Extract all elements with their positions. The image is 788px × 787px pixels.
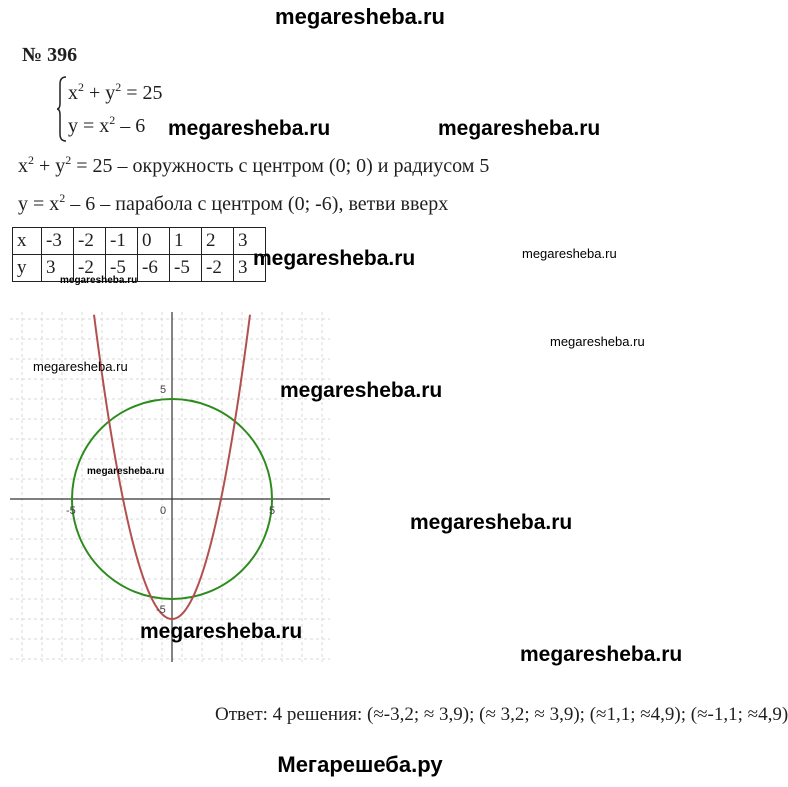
watermark: megaresheba.ru: [87, 466, 165, 477]
table-row-x: [13, 228, 266, 255]
table-cell: -6: [138, 255, 170, 282]
table-cell: -5: [170, 255, 202, 282]
watermark: megaresheba.ru: [168, 117, 331, 140]
answer-text: Ответ: 4 решения: (≈-3,2; ≈ 3,9); (≈ 3,2; ≈ 3,9); (≈1,1; ≈4,9); (≈-1,1; ≈4,9): [215, 704, 788, 725]
x-tick-label: -5: [66, 505, 76, 517]
values-table: [12, 227, 266, 282]
task-number: № 396: [22, 44, 78, 66]
table-cell: 3: [234, 255, 266, 282]
y-tick-label: -5: [156, 604, 166, 616]
table-cell: 3: [234, 228, 266, 255]
table-cell: -2: [202, 255, 234, 282]
table-row-y: [13, 255, 266, 282]
table-cell: 2: [202, 228, 234, 255]
watermark: megaresheba.ru: [60, 275, 138, 286]
table-x-label: x: [13, 228, 42, 255]
system-equation-2: $y = x^2 - 6$: [68, 113, 146, 137]
circle-description: $x^2 + y^2 = 25$ – окружность с центром (0; 0) и радиусом 5: [18, 153, 490, 177]
table-cell: 1: [170, 228, 202, 255]
table-cell: -5: [106, 255, 138, 282]
watermark: megaresheba.ru: [140, 620, 303, 643]
system-brace: [56, 76, 68, 142]
site-title: megaresheba.ru: [275, 4, 445, 29]
table-cell: 3: [42, 255, 74, 282]
x-tick-label: 5: [269, 505, 276, 517]
table-cell: -1: [106, 228, 138, 255]
watermark: megaresheba.ru: [438, 117, 601, 140]
site-footer-title: Мегарешеба.ру: [277, 752, 443, 777]
origin-label: 0: [160, 505, 167, 517]
y-tick-label: 5: [160, 384, 167, 396]
system-equation-1: $x^2 + y^2 = 25$: [68, 80, 163, 104]
watermark: megaresheba.ru: [410, 511, 573, 534]
table-cell: -2: [74, 255, 106, 282]
table-cell: -3: [42, 228, 74, 255]
watermark: megaresheba.ru: [33, 359, 128, 374]
watermark: megaresheba.ru: [253, 247, 416, 270]
watermark: megaresheba.ru: [520, 643, 683, 666]
parabola-description: $y = x^2 - 6$ – парабола с центром (0; -6), ветви вверх: [18, 191, 449, 215]
table-cell: 0: [138, 228, 170, 255]
table-y-label: y: [13, 255, 42, 282]
watermark: megaresheba.ru: [550, 334, 645, 349]
watermark: megaresheba.ru: [522, 246, 617, 261]
watermark: megaresheba.ru: [280, 379, 443, 402]
table-cell: -2: [74, 228, 106, 255]
